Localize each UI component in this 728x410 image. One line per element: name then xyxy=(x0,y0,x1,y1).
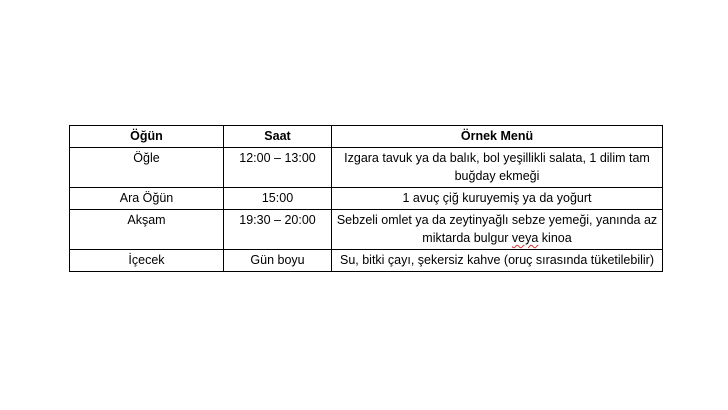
spellcheck-flagged-word[interactable]: veya xyxy=(511,231,539,245)
header-sample-menu: Örnek Menü xyxy=(332,126,663,148)
cell-meal: Ara Öğün xyxy=(70,188,224,210)
table-row xyxy=(70,250,663,272)
table-row xyxy=(70,148,663,188)
table-header-row xyxy=(70,126,663,148)
cell-meal: Akşam xyxy=(70,210,224,250)
cell-time: 19:30 – 20:00 xyxy=(224,210,332,250)
menu-text-start: Sebzeli omlet ya da zeytinyağlı sebze yemeği, yanında az miktarda bulgur xyxy=(336,213,658,245)
cell-meal: Öğle xyxy=(70,148,224,188)
cell-time: Gün boyu xyxy=(224,250,332,272)
cell-menu: Izgara tavuk ya da balık, bol yeşillikli salata, 1 dilim tam buğday ekmeği xyxy=(332,148,663,188)
table-row xyxy=(70,210,663,250)
table-row xyxy=(70,188,663,210)
cell-time: 12:00 – 13:00 xyxy=(224,148,332,188)
cell-menu: Su, bitki çayı, şekersiz kahve (oruç sırasında tüketilebilir) xyxy=(332,250,663,272)
menu-text-end: kinoa xyxy=(538,231,572,245)
cell-menu xyxy=(332,210,663,250)
header-time: Saat xyxy=(224,126,332,148)
cell-menu: 1 avuç çiğ kuruyemiş ya da yoğurt xyxy=(332,188,663,210)
meal-plan-table xyxy=(69,125,663,272)
cell-time: 15:00 xyxy=(224,188,332,210)
document-table-container xyxy=(69,125,662,272)
cell-meal: İçecek xyxy=(70,250,224,272)
header-meal: Öğün xyxy=(70,126,224,148)
